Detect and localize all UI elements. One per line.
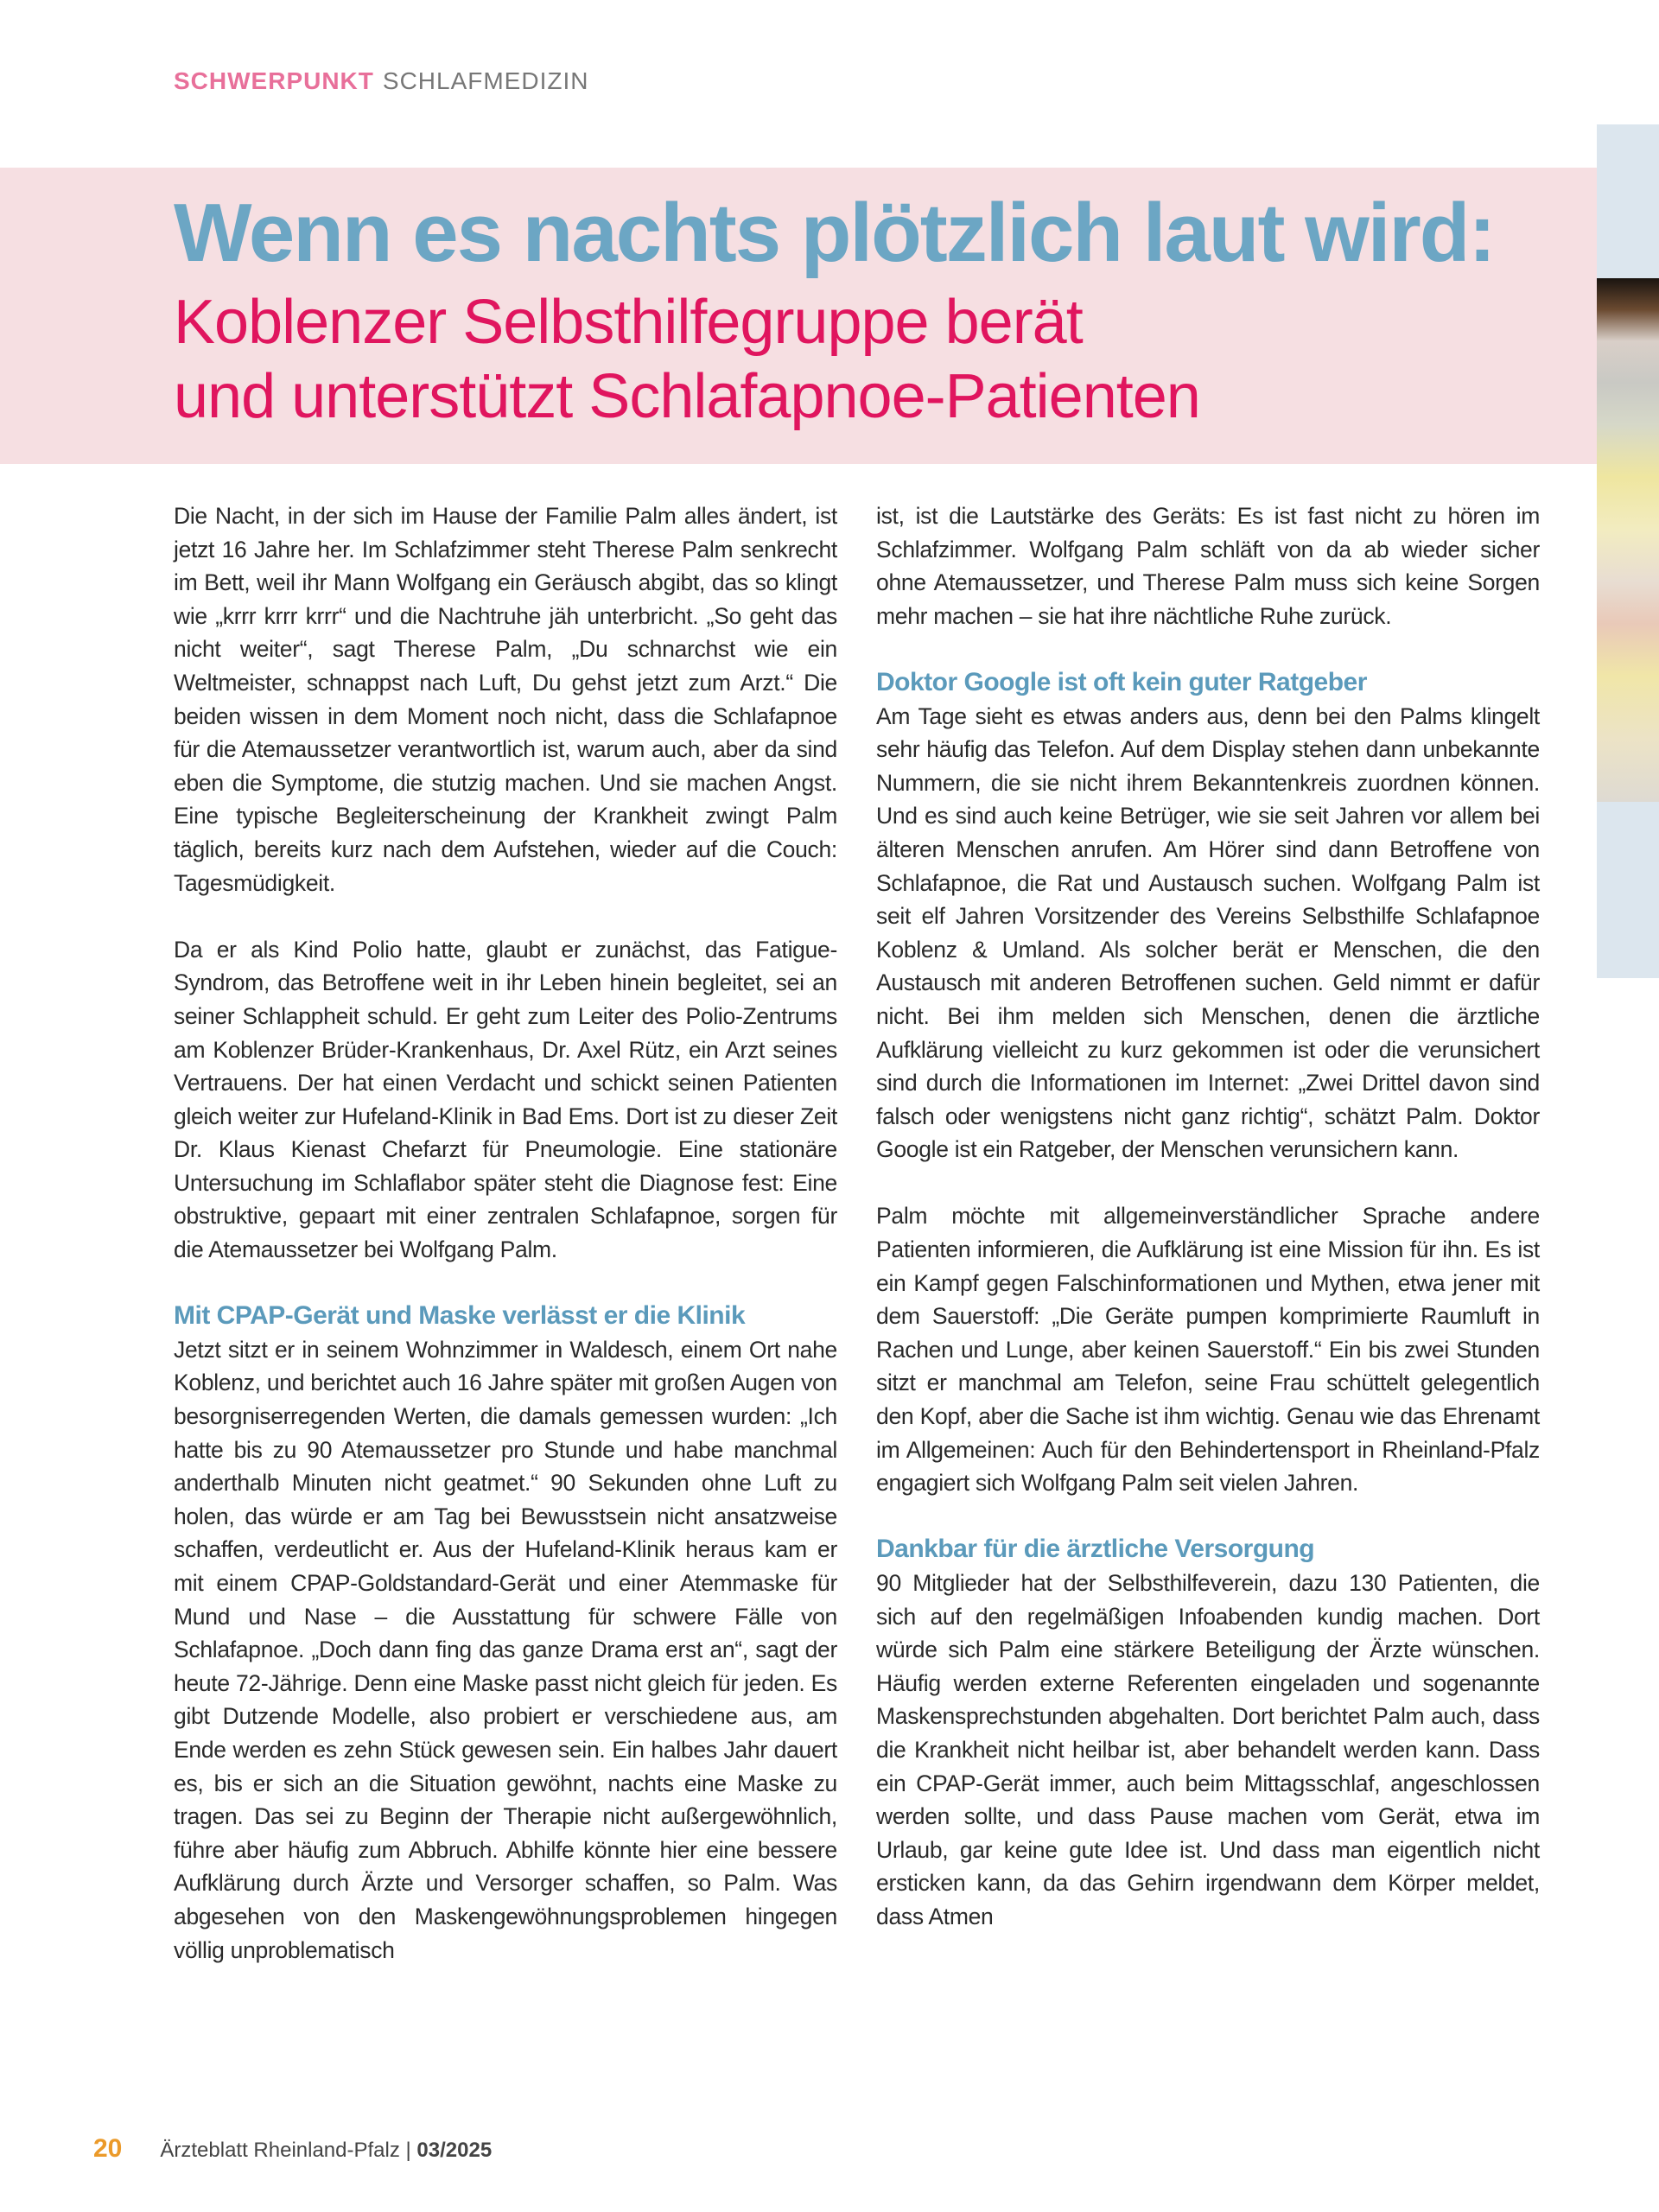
paragraph: Jetzt sitzt er in seinem Wohnzimmer in Waldesch, einem Ort nahe Koblenz, und berichtet auch 16 Jahre später mit großen Augen von besorgniserregenden Werten, die damals gemessen wurden: „Ich hatte bis zu 90 Atemaussetzer pro Stunde und habe manchmal anderthalb Minuten nicht geatmet.“ 90 Sekunden ohne Luft zu holen, das würde er am Tag bei Bewusstsein nicht ansatzweise schaffen, verdeutlicht er. Aus der Hufeland-Klinik heraus kam er mit einem CPAP-Goldstandard-Gerät und einer Atemmaske für Mund und Nase – die Ausstattung für schwere Fälle von Schlafapnoe. „Doch dann fing das ganze Drama erst an“, sagt der heute 72-Jährige. Denn eine Maske passt nicht gleich für jeden. Es gibt Dutzende Modelle, also probiert er verschiedene aus, am Ende werden es zehn Stück gewesen sein. Ein halbes Jahr dauert es, bis er sich an die Situation gewöhnt, nachts eine Maske zu tragen. Das sei zu Beginn der Therapie nicht außergewöhnlich, führe aber häufig zum Abbruch. Abhilfe könnte hier eine bessere Aufklärung durch Ärzte und Versorger schaffen, so Palm. Was abgesehen von den Maskengewöhnungsproblemen hingegen völlig unproblematisch	[174, 1336, 837, 1963]
article-subtitle	[174, 285, 1200, 434]
article-photo	[1597, 278, 1659, 802]
paragraph: Da er als Kind Polio hatte, glaubt er zunächst, das Fatigue-Syndrom, das Betroffene weit in ihr Leben hinein begleitet, sei an seiner Schlappheit schuld. Er geht zum Leiter des Polio-Zentrums am Koblenzer Brüder-Krankenhaus, Dr. Axel Rütz, ein Arzt seines Vertrauens. Der hat einen Verdacht und schickt seinen Patienten gleich weiter zur Hufeland-Klinik in Bad Ems. Dort ist zu dieser Zeit Dr. Klaus Kienast Chefarzt für Pneumologie. Eine stationäre Untersuchung im Schlaflabor später steht die Diagnose fest: Eine obstruktive, gepaart mit einer zentralen Schlafapnoe, sorgen für die Atemaussetzer bei Wolfgang Palm.	[174, 936, 837, 1263]
paragraph: Am Tage sieht es etwas anders aus, denn bei den Palms klingelt sehr häufig das Telefon. Auf dem Display stehen dann unbekannte Nummern, die sie nicht ihrem Bekanntenkreis zuordnen können. Und es sind auch keine Betrüger, wie sie seit Jahren vor allem bei älteren Menschen anrufen. Am Hörer sind dann Betroffene von Schlafapnoe, die Rat und Austausch suchen. Wolfgang Palm ist seit elf Jahren Vorsitzender des Vereins Selbsthilfe Schlafapnoe Koblenz & Umland. Als solcher berät er Menschen, die den Austausch mit anderen Betroffenen suchen. Geld nimmt er dafür nicht. Bei ihm melden sich Menschen, denen die ärztliche Aufklärung vielleicht zu kurz gekommen ist oder die verunsichert sind durch die Informationen im Internet: „Zwei Drittel davon sind falsch oder wenigstens nicht ganz richtig“, schätzt Palm. Doktor Google ist ein Ratgeber, der Menschen verunsichern kann.	[876, 702, 1540, 1163]
issue-number: 03/2025	[416, 2139, 493, 2162]
page-footer	[93, 2134, 492, 2164]
column-left	[174, 499, 837, 1967]
section-label: SCHWERPUNKT	[174, 67, 374, 94]
paragraph: Palm möchte mit allgemeinverständlicher Sprache andere Patienten informieren, die Aufklärung ist eine Mission für ihn. Es ist ein Kampf gegen Falschinformationen und Mythen, etwa jener mit dem Sauerstoff: „Die Geräte pumpen komprimierte Raumluft in Rachen und Lunge, aber keinen Sauerstoff.“ Ein bis zwei Stunden sitzt er manchmal am Telefon, seine Frau schüttelt gelegentlich den Kopf, aber die Sache ist ihm wichtig. Genau wie das Ehrenamt im Allgemeinen: Auch für den Behindertensport in Rheinland-Pfalz engagiert sich Wolfgang Palm seit vielen Jahren.	[876, 1203, 1540, 1497]
section-heading: Doktor Google ist oft kein guter Ratgeber	[876, 667, 1367, 696]
publication-name: Ärzteblatt Rheinland-Pfalz |	[160, 2139, 417, 2162]
paragraph: ist, ist die Lautstärke des Geräts: Es ist fast nicht zu hören im Schlafzimmer. Wolfgang Palm schläft von da ab wieder sicher ohne Atemaussetzer, und Therese Palm muss sich keine Sorgen mehr machen – sie hat ihre nächtliche Ruhe zurück.	[876, 503, 1540, 629]
column-right	[876, 499, 1540, 1934]
article-title: Wenn es nachts plötzlich laut wird:	[174, 187, 1495, 279]
paragraph: 90 Mitglieder hat der Selbsthilfeverein, dazu 130 Patienten, die sich auf den regelmäßigen Infoabenden kundig machen. Dort würde sich Palm eine stärkere Beteiligung der Ärzte wünschen. Häufig werden externe Referenten eingeladen und sogenannte Maskensprechstunden abgehalten. Dort berichtet Palm auch, dass die Krankheit nicht heilbar ist, aber behandelt werden kann. Dass ein CPAP-Gerät immer, auch beim Mittagsschlaf, angeschlossen werden sollte, und dass Pause machen vom Gerät, etwa im Urlaub, gar keine gute Idee ist. Und dass man eigentlich nicht ersticken kann, da das Gehirn irgendwann dem Körper meldet, dass Atmen	[876, 1570, 1540, 1929]
paragraph: Die Nacht, in der sich im Hause der Familie Palm alles ändert, ist jetzt 16 Jahre her. Im Schlafzimmer steht Therese Palm senkrecht im Bett, weil ihr Mann Wolfgang ein Geräusch abgibt, das so klingt wie „krrr krrr krrr“ und die Nachtruhe jäh unterbricht. „So geht das nicht weiter“, sagt Therese Palm, „Du schnarchst wie ein Weltmeister, schnappst nach Luft, Du gehst jetzt zum Arzt.“ Die beiden wissen in dem Moment noch nicht, dass die Schlafapnoe für die Atemaussetzer verantwortlich ist, warum auch, aber da sind eben die Symptome, die stutzig machen. Und sie machen Angst. Eine typische Begleiterscheinung der Krankheit zwingt Palm täglich, bereits kurz nach dem Aufstehen, wieder auf die Couch: Tagesmüdigkeit.	[174, 503, 837, 896]
page-number: 20	[93, 2134, 123, 2163]
section-heading: Dankbar für die ärztliche Versorgung	[876, 1535, 1315, 1564]
section-kicker	[174, 67, 588, 95]
subtitle-line: Koblenzer Selbsthilfegruppe berät	[174, 288, 1083, 357]
subtitle-line: und unterstützt Schlafapnoe-Patienten	[174, 362, 1200, 431]
topic-label: SCHLAFMEDIZIN	[382, 67, 589, 94]
section-heading: Mit CPAP-Gerät und Maske verlässt er die Klinik	[174, 1301, 746, 1331]
